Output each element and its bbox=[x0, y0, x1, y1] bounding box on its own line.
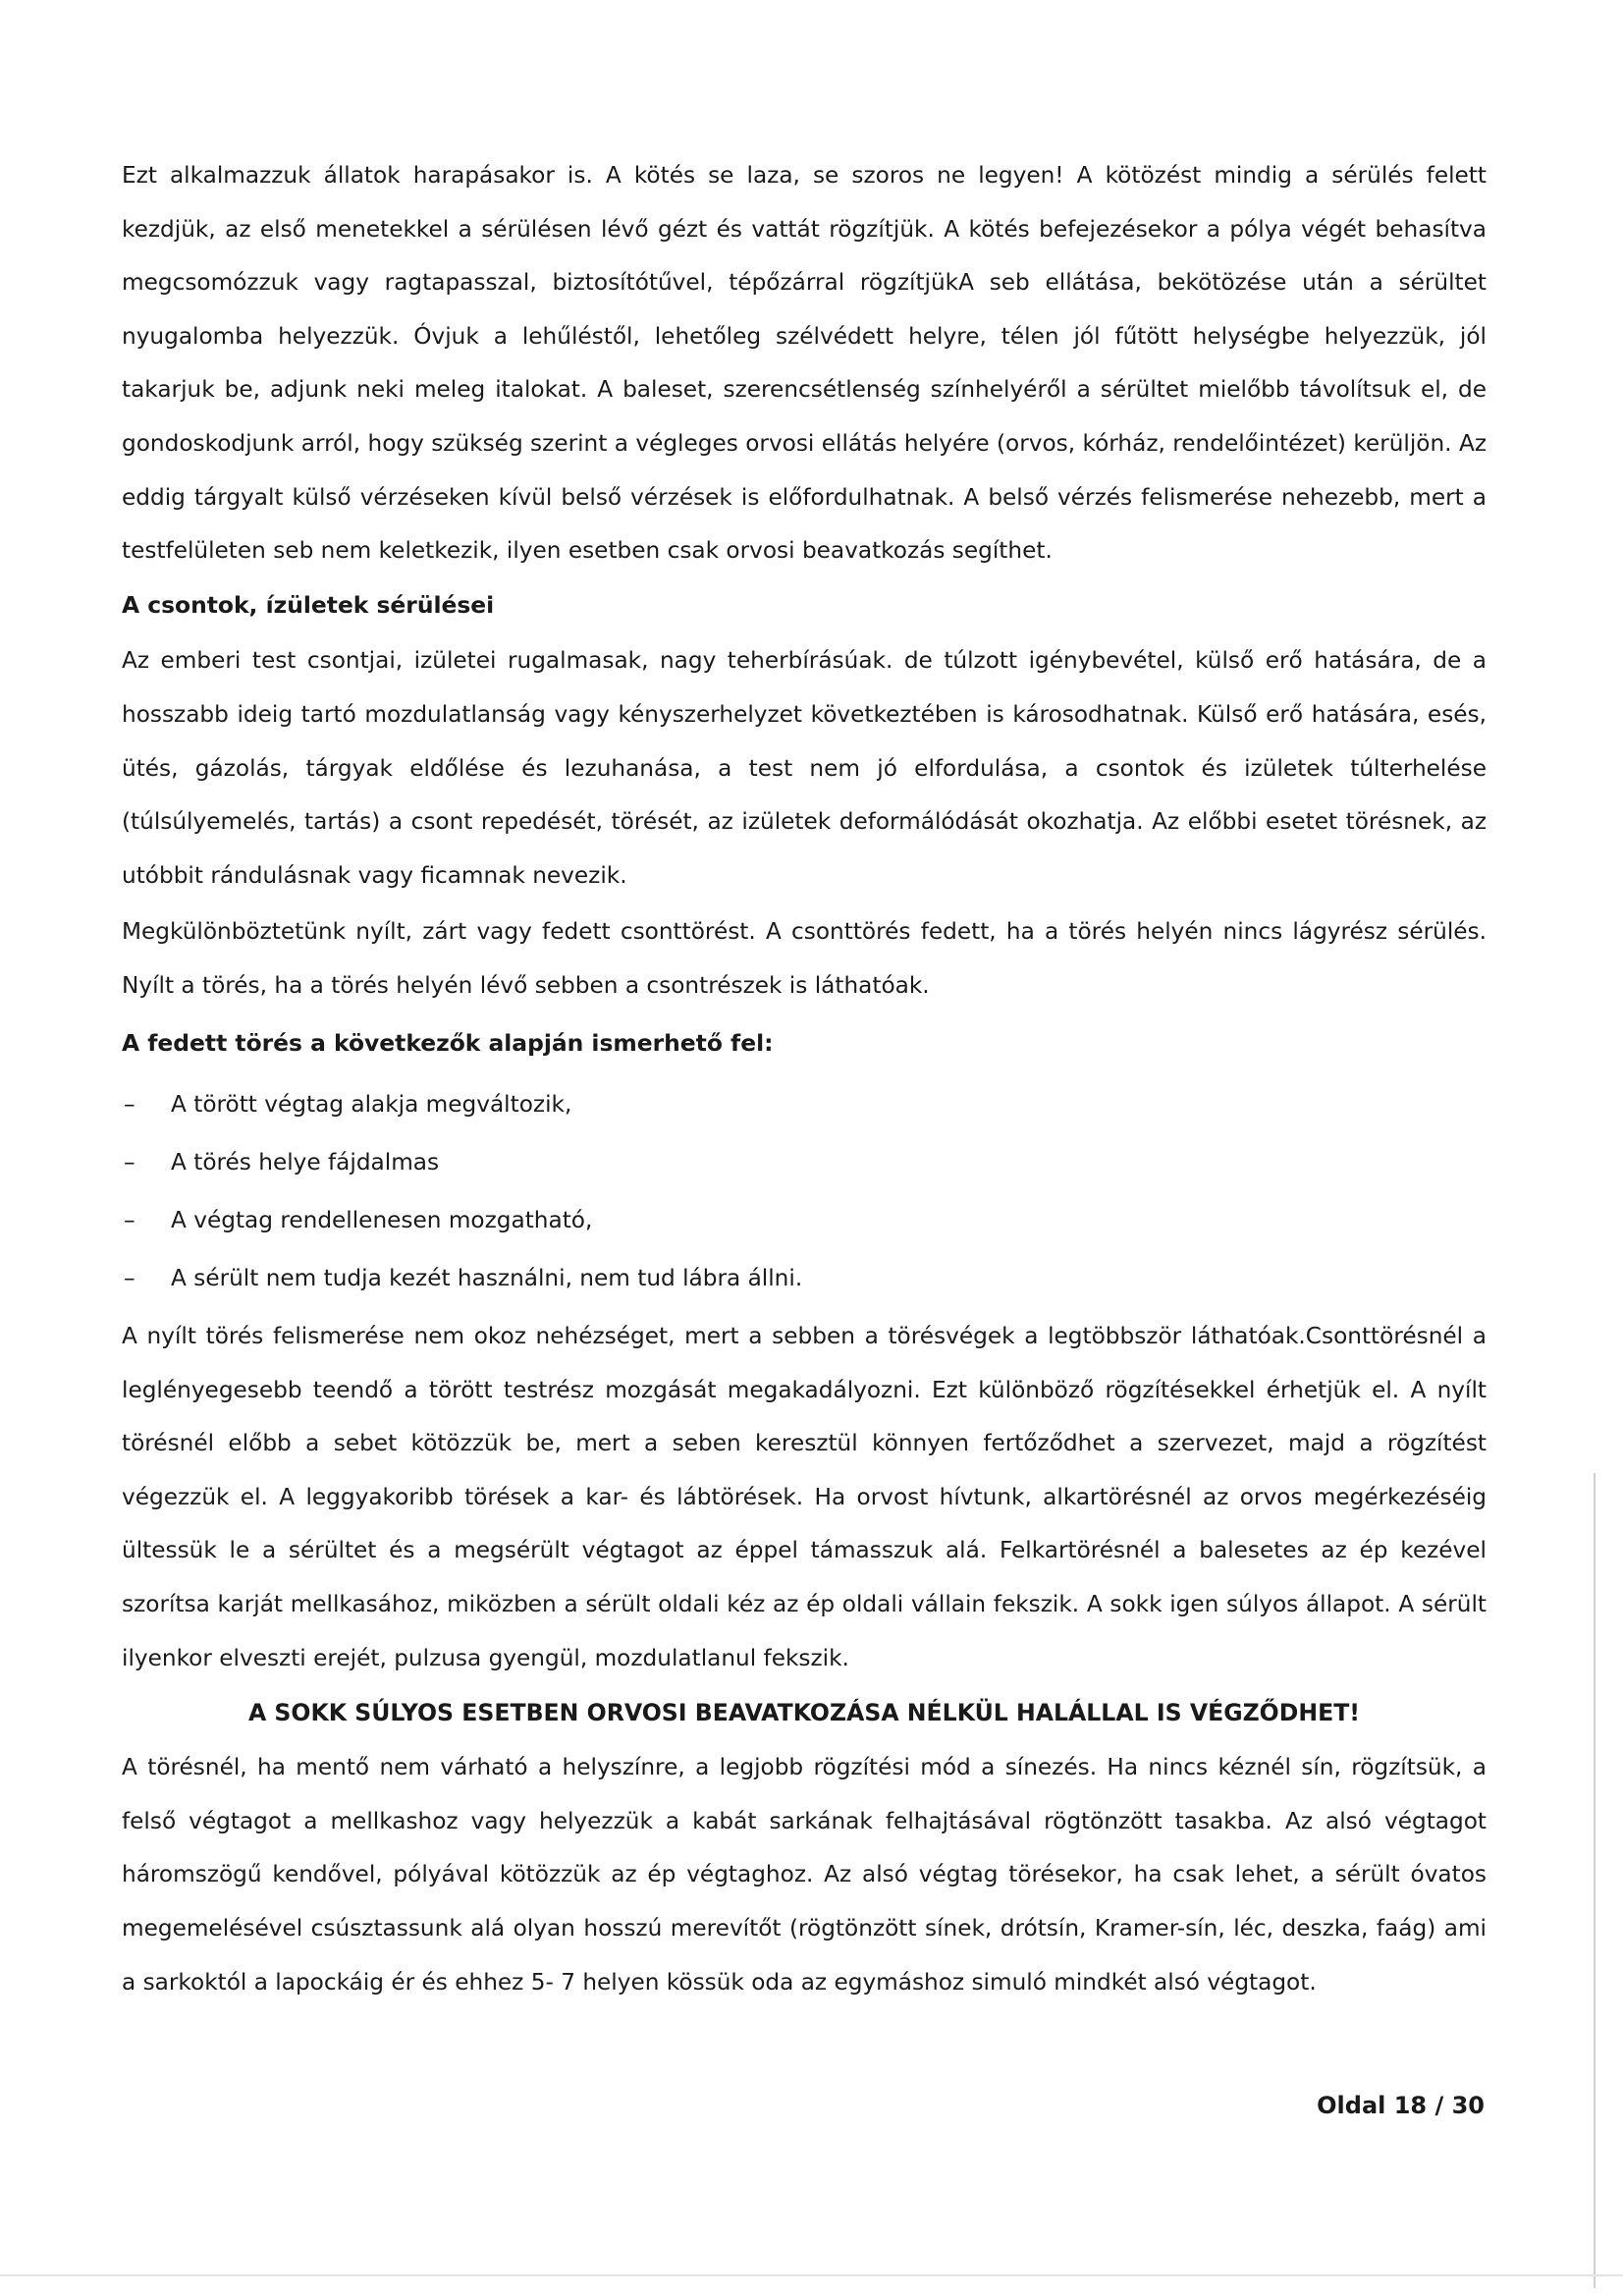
list-item bbox=[122, 1249, 1487, 1307]
bullet-dash: – bbox=[124, 1265, 135, 1292]
list-item bbox=[122, 1075, 1487, 1133]
scan-edge-line bbox=[1594, 1473, 1596, 2288]
paragraph-fracture-types: Megkülönböztetünk nyílt, zárt vagy fedett csonttörést. A csonttörés fedett, ha a törés helyén nincs lágyrész sérülés. Nyílt a törés, ha a törés helyén lévő sebben a csontrészek is láthatóak. bbox=[122, 918, 1487, 999]
heading-bone-joint-injuries: A csontok, ízületek sérülései bbox=[122, 590, 495, 619]
bullet-dash: – bbox=[124, 1149, 135, 1176]
scan-bottom-line bbox=[0, 2274, 1623, 2276]
list-item-text: A végtag rendellenesen mozgatható, bbox=[171, 1207, 593, 1234]
list-item bbox=[122, 1133, 1487, 1191]
bullet-dash: – bbox=[124, 1207, 135, 1234]
closed-fracture-signs-list bbox=[122, 1075, 1487, 1307]
list-item-text: A törés helye fájdalmas bbox=[171, 1149, 440, 1176]
list-item bbox=[122, 1191, 1487, 1249]
list-item-text: A sérült nem tudja kezét használni, nem tud lábra állni. bbox=[171, 1265, 803, 1292]
paragraph-bandaging: Ezt alkalmazzuk állatok harapásakor is. A kötés se laza, se szoros ne legyen! A kötözést mindig a sérülés felett kezdjük, az első menetekkel a sérülésen lévő gézt és vattát rögzítjük. A kötés befejezésekor a pólya végét behasítva megcsomózzuk vagy ragtapasszal, biztosítótűvel, tépőzárral rögzítjükA seb ellátása, bekötözése után a sérültet nyugalomba helyezzük. Óvjuk a lehűléstől, lehetőleg szélvédett helyre, télen jól fűtött helységbe helyezzük, jól takarjuk be, adjunk neki meleg italokat. A baleset, szerencsétlenség színhelyéről a sérültet mielőbb távolítsuk el, de gondoskodjunk arról, hogy szükség szerint a végleges orvosi ellátás helyére (orvos, kórház, rendelőintézet) kerüljön. Az eddig tárgyalt külső vérzéseken kívül belső vérzések is előfordulhatnak. A belső vérzés felismerése nehezebb, mert a testfelületen seb nem keletkezik, ilyen esetben csak orvosi beavatkozás segíthet. bbox=[122, 162, 1487, 565]
bullet-dash: – bbox=[124, 1091, 135, 1119]
paragraph-bone-joint-injuries: Az emberi test csontjai, izületei rugalmasak, nagy teherbírásúak. de túlzott igénybevétel, külső erő hatására, de a hosszabb ideig tartó mozdulatlanság vagy kényszerhelyzet következtében is károsodhatnak. Külső erő hatására, esés, ütés, gázolás, tárgyak eldőlése és lezuhanása, a test nem jó elfordulása, a csontok és izületek túlterhelése (túlsúlyemelés, tartás) a csont repedését, törését, az izületek deformálódását okozhatja. Az előbbi esetet törésnek, az utóbbit rándulásnak vagy ficamnak nevezik. bbox=[122, 647, 1487, 889]
page-number: Oldal 18 / 30 bbox=[1317, 2092, 1485, 2119]
document-page bbox=[122, 149, 1487, 2009]
paragraph-splinting: A törésnél, ha mentő nem várható a helyszínre, a legjobb rögzítési mód a sínezés. Ha nincs kéznél sín, rögzítsük, a felső végtagot a mellkashoz vagy helyezzük a kabát sarkának felhajtásával rögtönzött tasakba. Az alsó végtagot háromszögű kendővel, pólyával kötözzük az ép végtaghoz. Az alsó végtag törésekor, ha csak lehet, a sérült óvatos megemelésével csúsztassunk alá olyan hosszú merevítőt (rögtönzött sínek, drótsín, Kramer-sín, léc, deszka, faág) ami a sarkoktól a lapockáig ér és ehhez 5- 7 helyen kössük oda az egymáshoz simuló mindkét alsó végtagot. bbox=[122, 1754, 1487, 1995]
paragraph-open-fracture: A nyílt törés felismerése nem okoz nehézséget, mert a sebben a törésvégek a legtöbbször láthatóak.Csonttörésnél a leglényegesebb teendő a törött testrész mozgását megakadályozni. Ezt különböző rögzítésekkel érhetjük el. A nyílt törésnél előbb a sebet kötözzük be, mert a seben keresztül könnyen fertőződhet a szervezet, majd a rögzítést végezzük el. A leggyakoribb törések a kar- és lábtörések. Ha orvost hívtunk, alkartörésnél az orvos megérkezéséig ültessük le a sérültet és a megsérült végtagot az éppel támasszuk alá. Felkartörésnél a balesetes az ép kezével szorítsa karját mellkasához, miközben a sérült oldali kéz az ép oldali vállain fekszik. A sokk igen súlyos állapot. A sérült ilyenkor elveszti erejét, pulzusa gyengül, mozdulatlanul fekszik. bbox=[122, 1323, 1487, 1671]
list-item-text: A törött végtag alakja megváltozik, bbox=[171, 1091, 572, 1119]
heading-shock-warning: A SOKK SÚLYOS ESETBEN ORVOSI BEAVATKOZÁSA NÉLKÜL HALÁLLAL IS VÉGZŐDHET! bbox=[247, 1699, 1361, 1727]
heading-closed-fracture-signs: A fedett törés a következők alapján ismerhető fel: bbox=[122, 1028, 774, 1057]
